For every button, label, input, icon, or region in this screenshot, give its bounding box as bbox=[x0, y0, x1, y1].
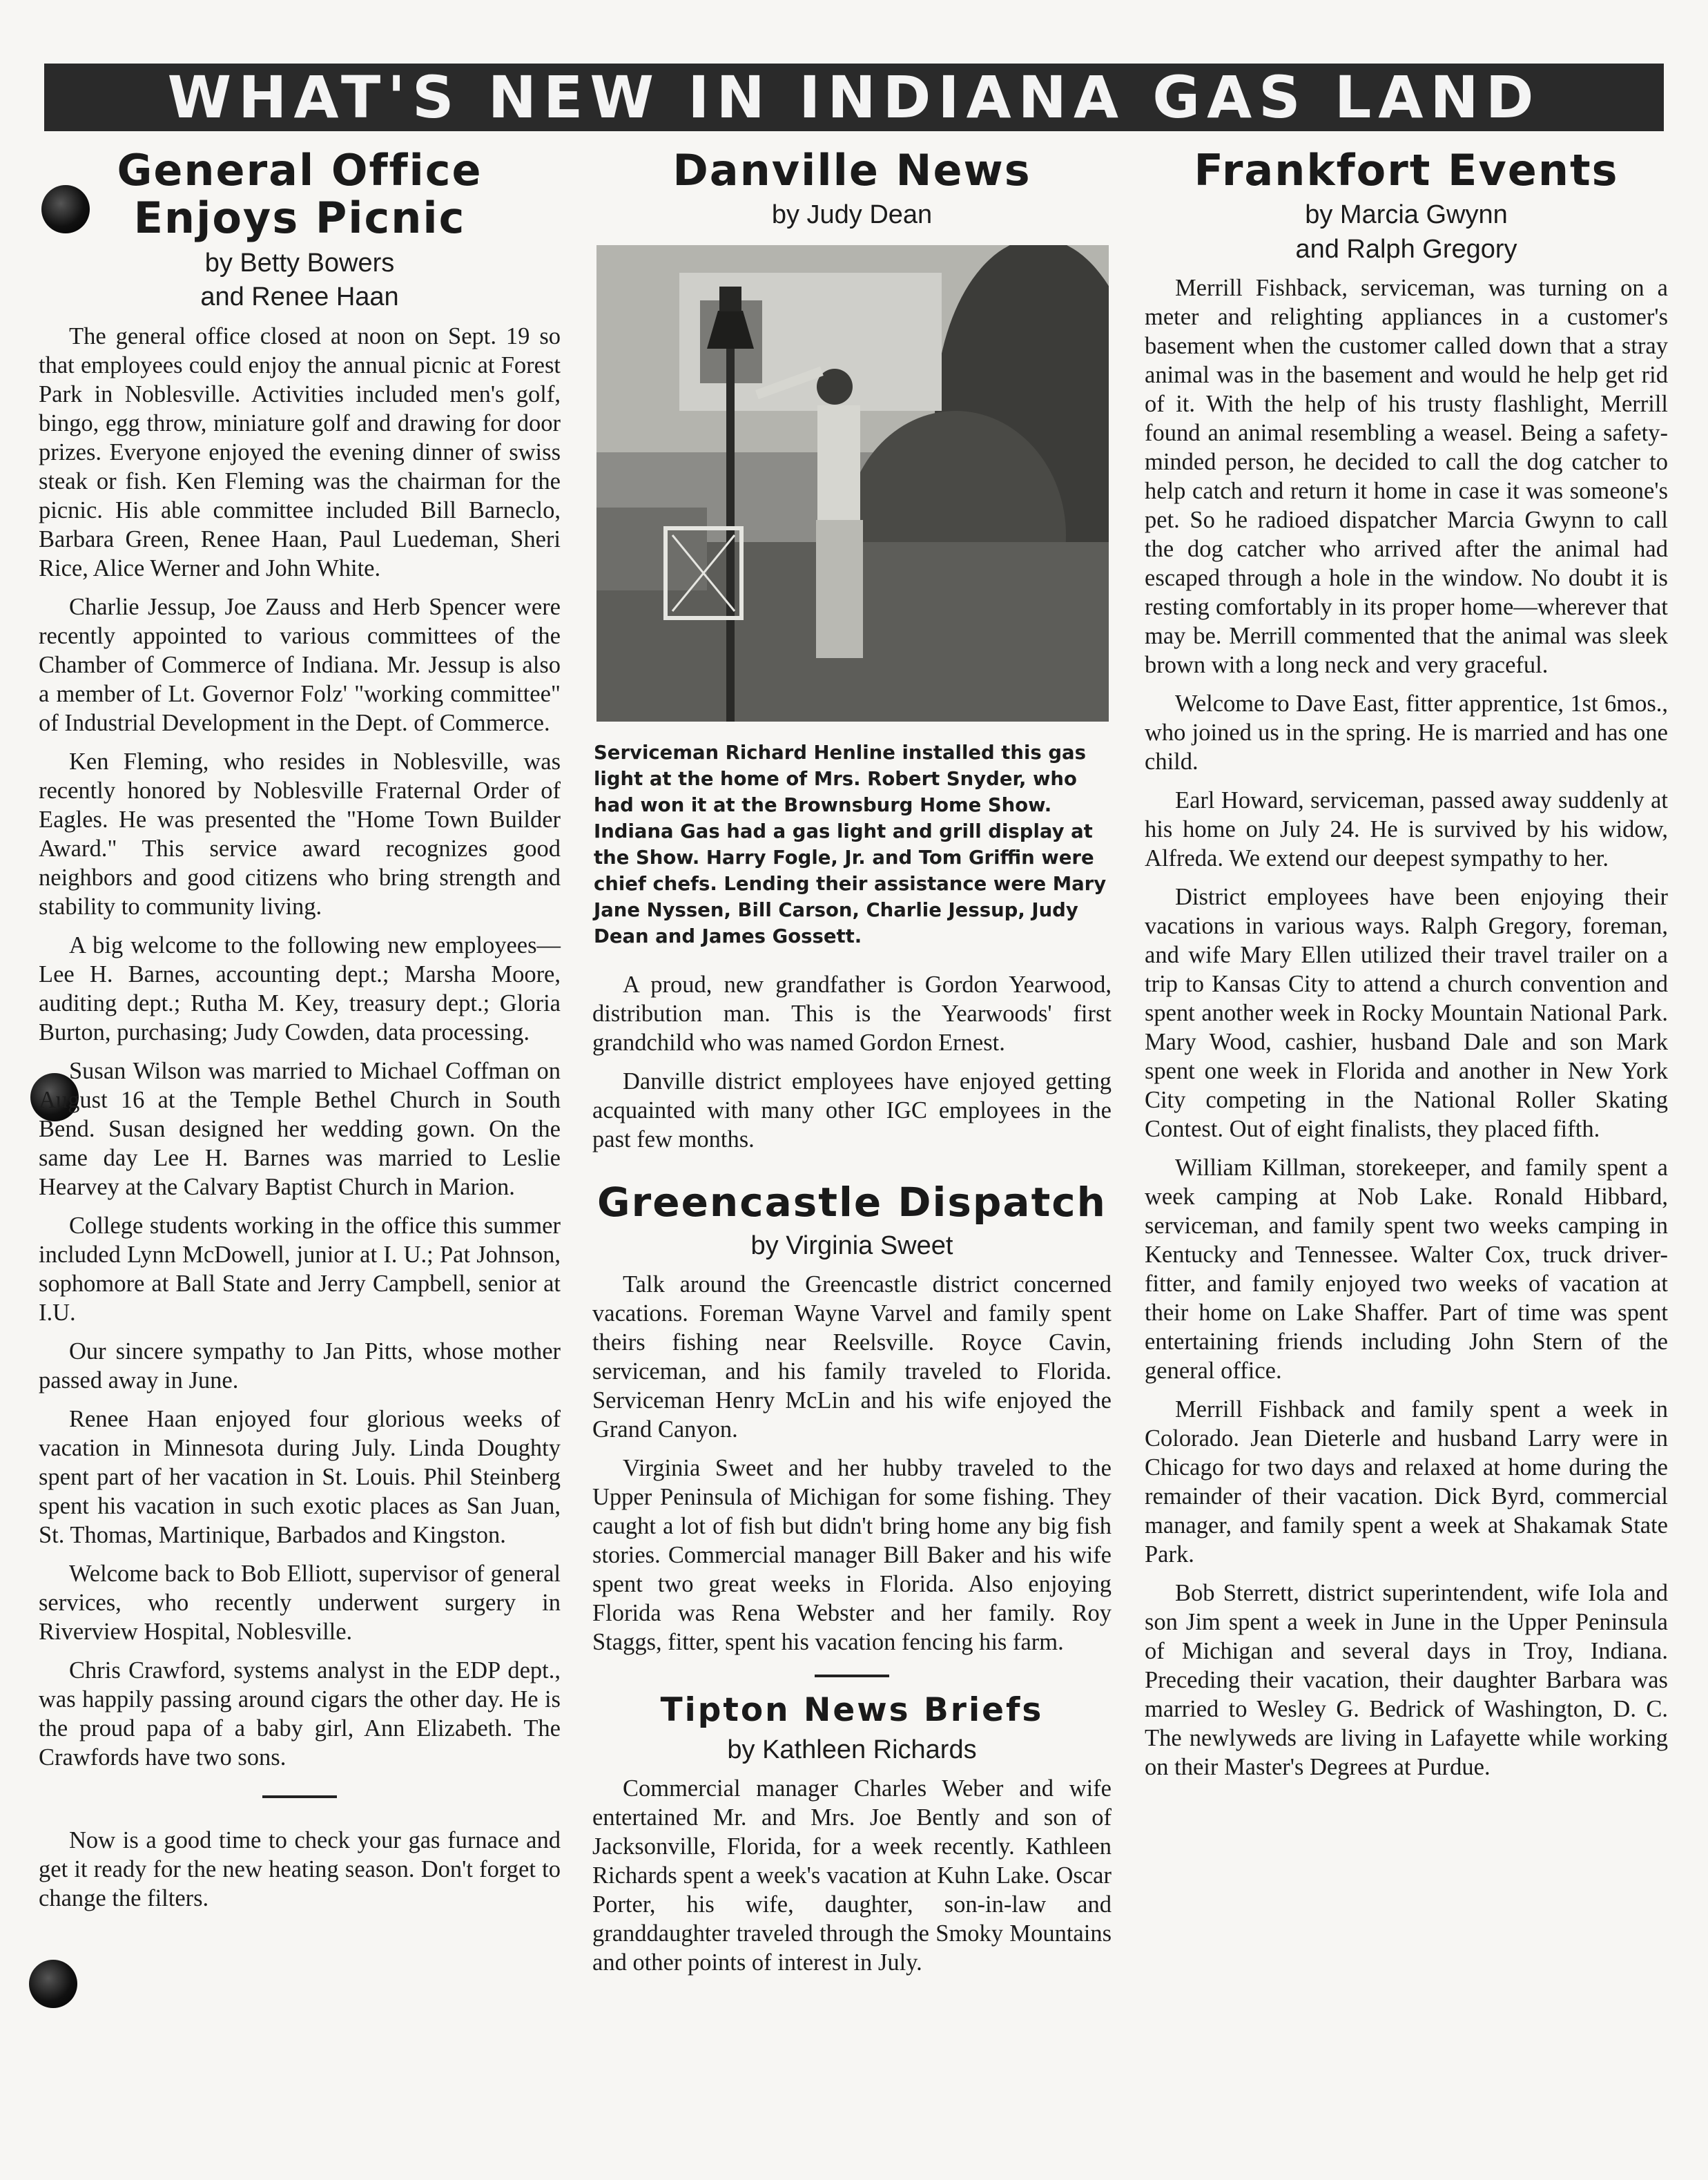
paragraph: Earl Howard, serviceman, passed away suddenly at his home on July 24. He is survived by his widow, Alfreda. We extend our deepest sympathy to her. bbox=[1145, 787, 1668, 872]
byline-line-2: and Ralph Gregory bbox=[1295, 234, 1517, 264]
article-byline: by Virginia Sweet bbox=[750, 1231, 953, 1260]
column-danville-greencastle-tipton bbox=[592, 146, 1112, 1987]
closing-paragraph: Now is a good time to check your gas furnace and get it ready for the new heating season. Don't forget to change the filters. bbox=[39, 1826, 561, 1911]
masthead-title: WHAT'S NEW IN INDIANA GAS LAND bbox=[167, 64, 1541, 131]
paragraph: District employees have been enjoying their vacations in various ways. Ralph Gregory, foreman, and wife Mary Ellen utilized their travel trailer on a trip to Kansas City to attend a church convention and spent another week in Rocky Mountain National Park. Mary Wood, cashier, husband Dale and son Mark spent one week in Florida and another in New York City competing in the National Roller Skating Contest. Out of eight finalists, they placed fifth. bbox=[1145, 884, 1668, 1143]
gas-light-photo bbox=[596, 245, 1109, 722]
headline-line-1: General Office bbox=[117, 145, 483, 195]
paragraph: Welcome to Dave East, fitter apprentice, 1st 6mos., who joined us in the spring. He is married and has one child. bbox=[1145, 691, 1668, 775]
paragraph: Renee Haan enjoyed four glorious weeks of vacation in Minnesota during July. Linda Doughty spent part of her vacation in St. Louis. Phil Steinberg spent his vacation in such exotic places as San Juan, St. Thomas, Martinique, Barbados and Kingston. bbox=[39, 1405, 561, 1548]
paragraph: William Killman, storekeeper, and family spent a week camping at Nob Lake. Ronald Hibbard, serviceman, and family spent two weeks camping in Kentucky and Tennessee. Walter Cox, truck driver-fitter, and family enjoyed two weeks of vacation at their home on Lake Shaffer. Part of time was spent entertaining friends including John Stern of the general office. bbox=[1145, 1155, 1668, 1385]
photo-illustration bbox=[596, 245, 1109, 722]
paragraph: Bob Sterrett, district superintendent, wife Iola and son Jim spent a week in June in the Upper Peninsula of Michigan and several days in Troy, Indiana. Preceding their vacation, their daughter Barbara was married to Wesley G. Bedrick of Washington, D. C. The newlyweds are living in Lafayette while working on their Master's Degrees at Purdue. bbox=[1145, 1580, 1668, 1781]
article-headline bbox=[39, 146, 561, 242]
paragraph: Talk around the Greencastle district concerned vacations. Foreman Wayne Varvel and family spent theirs fishing near Reelsville. Royce Cavin, serviceman, and his family traveled to Florida. Serviceman Henry McLin and his wife enjoyed the Grand Canyon. bbox=[592, 1271, 1112, 1443]
paragraph: Our sincere sympathy to Jan Pitts, whose mother passed away in June. bbox=[39, 1338, 561, 1393]
article-headline: Frankfort Events bbox=[1194, 145, 1619, 195]
column-frankfort-events bbox=[1145, 146, 1668, 1791]
section-divider bbox=[262, 1795, 337, 1798]
article-byline bbox=[39, 247, 561, 315]
paragraph: Merrill Fishback and family spent a week in Colorado. Jean Dieterle and husband Larry were in Chicago for two days and relaxed at home during the remainder of their vacation. Dick Byrd, commercial manager, and family spent a week at Shakamak State Park. bbox=[1145, 1396, 1668, 1568]
headline-line-2: Enjoys Picnic bbox=[133, 193, 466, 244]
paragraph: Virginia Sweet and her hubby traveled to the Upper Peninsula of Michigan for some fishing. They caught a lot of fish but didn't bring home any big fish stories. Commercial manager Bill Baker and his wife spent two great weeks in Florida. Also enjoying Florida was Rena Webster and her family. Roy Staggs, fitter, spent his vacation fencing his farm. bbox=[592, 1455, 1112, 1656]
photo-caption: Serviceman Richard Henline installed this gas light at the home of Mrs. Robert Snyder, who had won it at the Brownsburg Home Show. Indiana Gas had a gas light and grill display at the Show. Harry Fogle, Jr. and Tom Griffin were chief chefs. Lending their assistance were Mary Jane Nyssen, Bill Carson, Charlie Jessup, Judy Dean and James Gossett. bbox=[594, 741, 1107, 947]
paragraph: Chris Crawford, systems analyst in the EDP dept., was happily passing around cigars the other day. He is the proud papa of a baby girl, Ann Elizabeth. The Crawfords have two sons. bbox=[39, 1657, 561, 1771]
byline-line-1: by Marcia Gwynn bbox=[1305, 200, 1508, 230]
paragraph: A proud, new grandfather is Gordon Yearwood, distribution man. This is the Yearwoods' first grandchild who was named Gordon Ernest. bbox=[592, 971, 1112, 1056]
paragraph: Charlie Jessup, Joe Zauss and Herb Spencer were recently appointed to various committees of the Chamber of Commerce of Indiana. Mr. Jessup is also a member of Lt. Governor Folz' "working committee" of Industrial Development in the Dept. of Commerce. bbox=[39, 593, 561, 736]
paragraph: College students working in the office this summer included Lynn McDowell, junior at I. U.; Pat Johnson, sophomore at Ball State and Jerry Campbell, senior at I.U. bbox=[39, 1212, 561, 1326]
paragraph: Merrill Fishback, serviceman, was turning on a meter and relighting appliances in a customer's basement when the customer called down that a stray animal was in the basement and would he help get rid of it. With the help of his trusty flashlight, Merrill found an animal resembling a weasel. Being a safety-minded person, he decided to call the dog catcher to help catch and return it home in case it was someone's pet. So he radioed dispatcher Marcia Gwynn to call the dog catcher who arrived after the animal had escaped through a hole in the window. No doubt it is resting comfortably in its proper home—wherever that may be. Merrill commented that the animal was sleek brown with a long neck and very graceful. bbox=[1145, 275, 1668, 679]
paragraph: Ken Fleming, who resides in Noblesville, was recently honored by Noblesville Fraternal Order of Eagles. He was presented the "Home Town Builder Award." This service award recognizes good neighbors and good citizens who bring strength and stability to community living. bbox=[39, 748, 561, 920]
paragraph: Welcome back to Bob Elliott, supervisor of general services, who recently underwent surgery in Riverview Hospital, Noblesville. bbox=[39, 1560, 561, 1645]
paragraph: A big welcome to the following new employees—Lee H. Barnes, accounting dept.; Marsha Moore, auditing dept.; Rutha M. Key, treasury dept.; Gloria Burton, purchasing; Judy Cowden, data processing. bbox=[39, 932, 561, 1045]
paragraph: The general office closed at noon on Sept. 19 so that employees could enjoy the annual picnic at Forest Park in Noblesville. Activities included men's golf, bingo, egg throw, miniature golf and drawing for door prizes. Everyone enjoyed the evening dinner of swiss steak or fish. Ken Fleming was the chairman for the picnic. His able committee included Bill Barneclo, Barbara Green, Renee Haan, Paul Luedeman, Sheri Rice, Alice Werner and John White. bbox=[39, 322, 561, 581]
binder-hole-bottom bbox=[29, 1960, 77, 2008]
paragraph: Danville district employees have enjoyed getting acquainted with many other IGC employees in the past few months. bbox=[592, 1068, 1112, 1152]
paragraph: Commercial manager Charles Weber and wife entertained Mr. and Mrs. Joe Bently and son of Jacksonville, Florida, for a week recently. Kathleen Richards spent a week's vacation at Kuhn Lake. Oscar Porter, his wife, daughter, son-in-law and granddaughter traveled through the Smoky Mountains and other points of interest in July. bbox=[592, 1775, 1112, 1976]
masthead-banner bbox=[44, 64, 1664, 131]
byline-line-1: by Betty Bowers bbox=[204, 248, 395, 278]
paragraph: Susan Wilson was married to Michael Coffman on August 16 at the Temple Bethel Church in South Bend. Susan designed her wedding gown. On the same day Lee H. Barnes was married to Leslie Hearvey at the Calvary Baptist Church in Marion. bbox=[39, 1057, 561, 1200]
byline-line-2: and Renee Haan bbox=[200, 282, 399, 312]
article-headline: Tipton News Briefs bbox=[660, 1691, 1044, 1730]
article-headline: Greencastle Dispatch bbox=[597, 1178, 1107, 1226]
article-byline: by Judy Dean bbox=[771, 200, 933, 230]
column-general-office bbox=[39, 146, 561, 1922]
article-byline: by Kathleen Richards bbox=[727, 1735, 977, 1764]
section-divider bbox=[815, 1675, 889, 1677]
article-headline: Danville News bbox=[672, 145, 1031, 195]
article-byline bbox=[1145, 198, 1668, 267]
